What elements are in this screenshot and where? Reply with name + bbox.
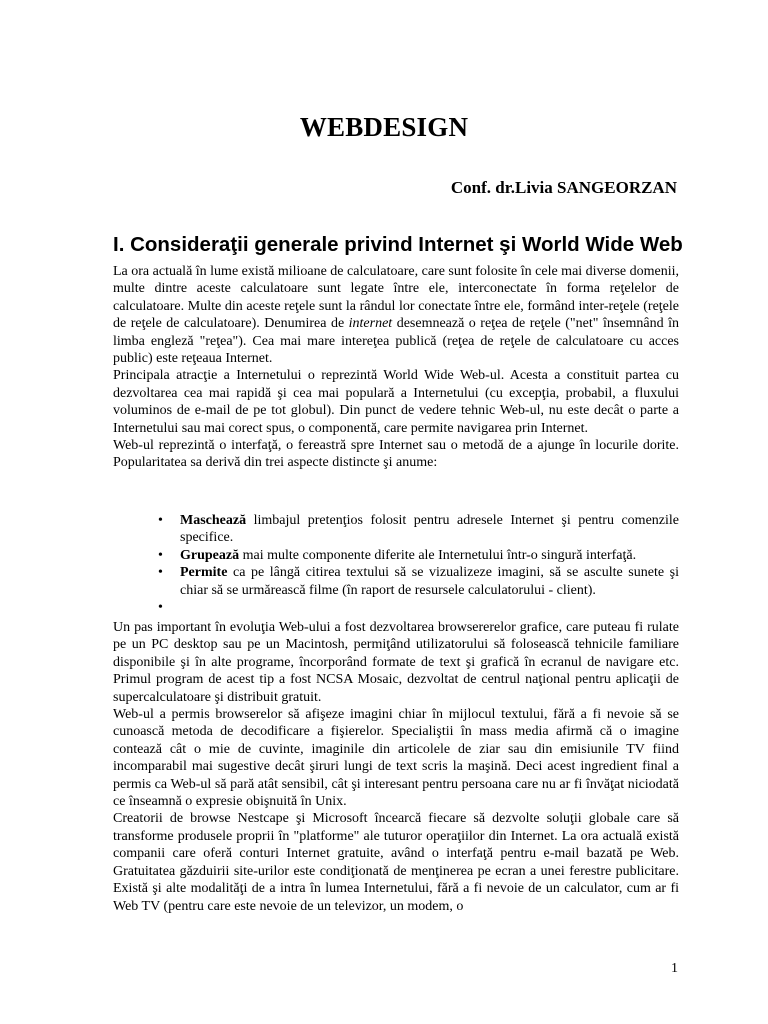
paragraph-browser-creators: Creatorii de browse Nestcape şi Microsoft încearcă fiecare să dezvolte soluţii globale care să transforme produsele proprii în "platforme" ale tuturor operaţiilor din Internet. La ora actuală există companii care oferă conturi Internet gratuite, având o interfaţă pentru e-mail bazată pe Web. Gratuitatea găzduirii site-urilor este condiţionată de menţinerea pe ecran a unei ferestre publicitare. Există şi alte modalităţi de a intra în lumea Internetului, fără a fi nevoie de un calculator, cum ar fi Web TV (pentru care este nevoie de un televizor, un modem, o <box>113 811 679 914</box>
page-number: 1 <box>671 961 678 976</box>
paragraph-web-images: Web-ul a permis browserelor să afişeze imagini chiar în mijlocul textului, fără a fi nevoie să se cunoască metoda de decodificare a fişierelor. Specialiştii în mass media afirmă că o imagine contează cât o mie de cuvinte, imaginile din articolele de ziar sau din emisiunile TV fiind incomparabil mai sugestive decât şiruri lungi de text scris la maşină. Deci acest ingredient final a permis ca Web-ul să pară atât sensibil, cât şi interesant pentru persoana care nu ar fi învăţat niciodată ce înseamnă o expresie obişnuită în Unix. <box>113 707 679 810</box>
bullet-icon: • <box>158 513 163 528</box>
bullet-keyword: Grupează <box>180 547 240 563</box>
list-item-empty <box>158 599 679 616</box>
paragraph-text: desemnează o reţea de reţele ("net" însemnând în limba engleză "reţea"). Cea mai mare intereţea publică (reţea de reţele de calculatoare cu acces public) este reţeaua Internet. <box>113 316 679 367</box>
internet-term: internet <box>348 316 393 332</box>
bullet-icon: • <box>158 600 163 616</box>
bullet-icon: • <box>158 547 163 563</box>
paragraph-text: La ora actuală în lume există milioane de calculatoare, care sunt folosite în cele mai diverse domenii, multe dintre aceste calculatoare sunt legate între ele, interconectate în forma reţelelor de calculatoare. Multe din aceste reţele sunt la rândul lor conectate între ele, formând inter-reţele (reţele de reţele de calculatoare). Denumirea de <box>113 264 679 332</box>
document-title: WEBDESIGN <box>299 112 469 142</box>
paragraph-internet-definition <box>113 263 679 367</box>
author-line: Conf. dr.Livia SANGEORZAN <box>450 178 677 197</box>
intro-text-block <box>113 263 679 472</box>
paragraph-web-attraction: Principala atracţie a Internetului o reprezintă World Wide Web-ul. Acesta a constituit partea cu dezvoltarea cea mai rapidă şi cea mai populară a Internetului (cu excepţia, probabil, a fluxului voluminos de e-mail de pe tot globul). Din punct de vedere tehnic Web-ul, nu este decât o parte a Internetului sau mai corect spus, o componentă, care permite navigarea prin Internet. <box>113 368 679 436</box>
paragraph-web-interface: Web-ul reprezintă o interfaţă, o fereastră spre Internet sau o metodă de a ajunge în locurile dorite. Popularitatea sa derivă din trei aspecte distincte şi anume: <box>113 438 679 471</box>
bullet-keyword: Maschează <box>180 513 247 528</box>
bullet-text: ca pe lângă citirea textului să se vizualizeze imagini, să se asculte sunete şi chiar să se urmărească filme (în raport de resursele calculatorului - client). <box>180 565 679 598</box>
bullet-icon: • <box>158 565 163 581</box>
bullet-text: mai multe componente diferite ale Internetului într-o singură interfaţă. <box>239 547 637 563</box>
section-heading: I. Consideraţii generale privind Internet şi World Wide Web <box>113 233 683 256</box>
bullet-keyword: Permite <box>180 565 228 581</box>
list-item <box>158 512 679 547</box>
list-item <box>158 547 679 564</box>
aspects-bullet-list <box>158 512 679 616</box>
history-text-block <box>113 619 679 915</box>
bullet-text: limbajul pretenţios folosit pentru adresele Internet şi pentru comenzile specifice. <box>180 513 679 546</box>
paragraph-graphic-browsers: Un pas important în evoluţia Web-ului a fost dezvoltarea browsererelor grafice, care puteau fi rulate pe un PC desktop sau pe un Macintosh, permiţând utilizatorului să folosească tehnicile familiare disponibile şi în alte programe, încorporând formate de text şi grafică în ecranul de navigare etc. Primul program de acest tip a fost NCSA Mosaic, dezvoltat de centrul naţional pentru aplicaţii de supercalculatoare şi distribuit gratuit. <box>113 620 679 705</box>
list-item <box>158 564 679 599</box>
